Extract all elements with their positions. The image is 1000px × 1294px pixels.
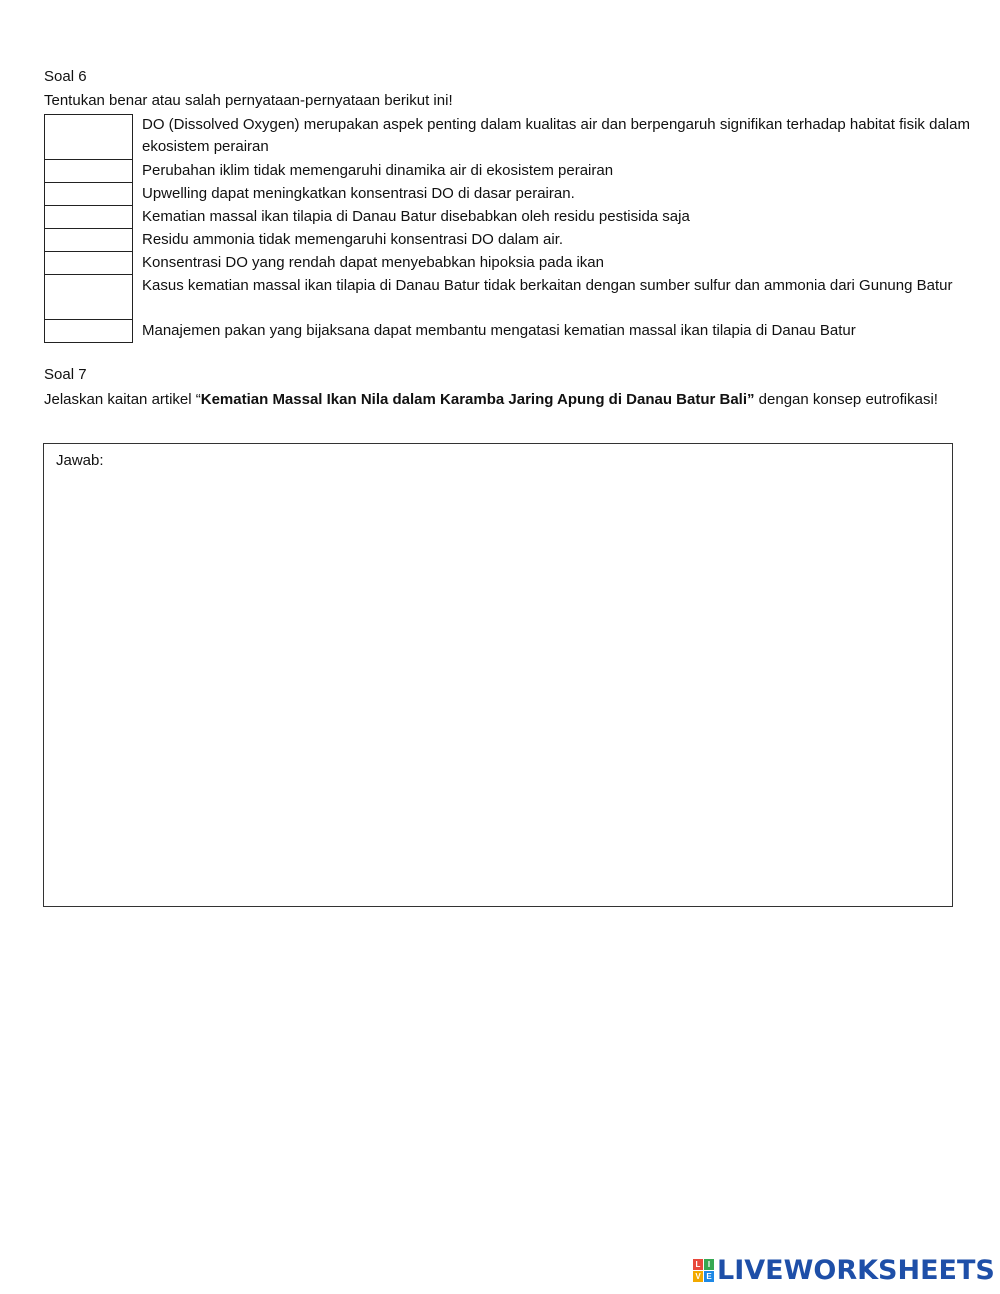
statement-text: Manajemen pakan yang bijaksana dapat membantu mengatasi kematian massal ikan tilapia di Danau Batur (142, 322, 856, 339)
true-false-table (44, 114, 994, 343)
question-6-title: Soal 6 (44, 68, 87, 85)
statement-text: Upwelling dapat meningkatkan konsentrasi DO di dasar perairan. (142, 185, 575, 202)
statement-text: Kasus kematian massal ikan tilapia di Danau Batur tidak berkaitan dengan sumber sulfur dan ammonia dari Gunung Batur (142, 277, 953, 294)
question-6-instruction: Tentukan benar atau salah pernyataan-pernyataan berikut ini! (44, 92, 453, 109)
logo-letter-v: V (693, 1271, 703, 1282)
statement-row (44, 160, 994, 183)
answer-input-6[interactable] (44, 252, 133, 275)
answer-input-4[interactable] (44, 206, 133, 229)
answer-input-2[interactable] (44, 160, 133, 183)
article-title: Kematian Massal Ikan Nila dalam Karamba Jaring Apung di Danau Batur Bali” (200, 391, 755, 408)
logo-icon (693, 1259, 714, 1282)
statement-text: Perubahan iklim tidak memengaruhi dinamika air di ekosistem perairan (142, 162, 614, 179)
logo-letter-i: I (704, 1259, 714, 1270)
liveworksheets-logo (693, 1255, 995, 1286)
question-7-title: Soal 7 (44, 366, 87, 383)
answer-input-8[interactable] (44, 320, 133, 343)
brand-name: LIVEWORKSHEETS (717, 1255, 995, 1286)
statement-text: Konsentrasi DO yang rendah dapat menyebabkan hipoksia pada ikan (142, 254, 604, 271)
question-7-prompt (44, 388, 944, 411)
answer-label: Jawab: (56, 452, 104, 469)
statement-row (44, 252, 994, 275)
logo-letter-e: E (704, 1271, 714, 1282)
statement-text: Residu ammonia tidak memengaruhi konsentrasi DO dalam air. (142, 231, 564, 248)
statement-text: DO (Dissolved Oxygen) merupakan aspek penting dalam kualitas air dan berpengaruh signifikan terhadap habitat fisik dalam ekosistem perairan (142, 116, 970, 155)
logo-letter-l: L (693, 1259, 703, 1270)
statement-row (44, 114, 994, 160)
statement-text: Kematian massal ikan tilapia di Danau Batur disebabkan oleh residu pestisida saja (142, 208, 690, 225)
statement-row (44, 275, 994, 320)
prompt-start: Jelaskan kaitan artikel “ (44, 391, 201, 408)
answer-textarea[interactable] (43, 443, 953, 907)
statement-row (44, 183, 994, 206)
prompt-end: dengan konsep eutrofikasi! (754, 391, 938, 408)
answer-input-3[interactable] (44, 183, 133, 206)
statement-row (44, 206, 994, 229)
answer-input-1[interactable] (44, 114, 133, 160)
statement-row (44, 229, 994, 252)
answer-input-5[interactable] (44, 229, 133, 252)
answer-input-7[interactable] (44, 275, 133, 320)
statement-row (44, 320, 994, 343)
